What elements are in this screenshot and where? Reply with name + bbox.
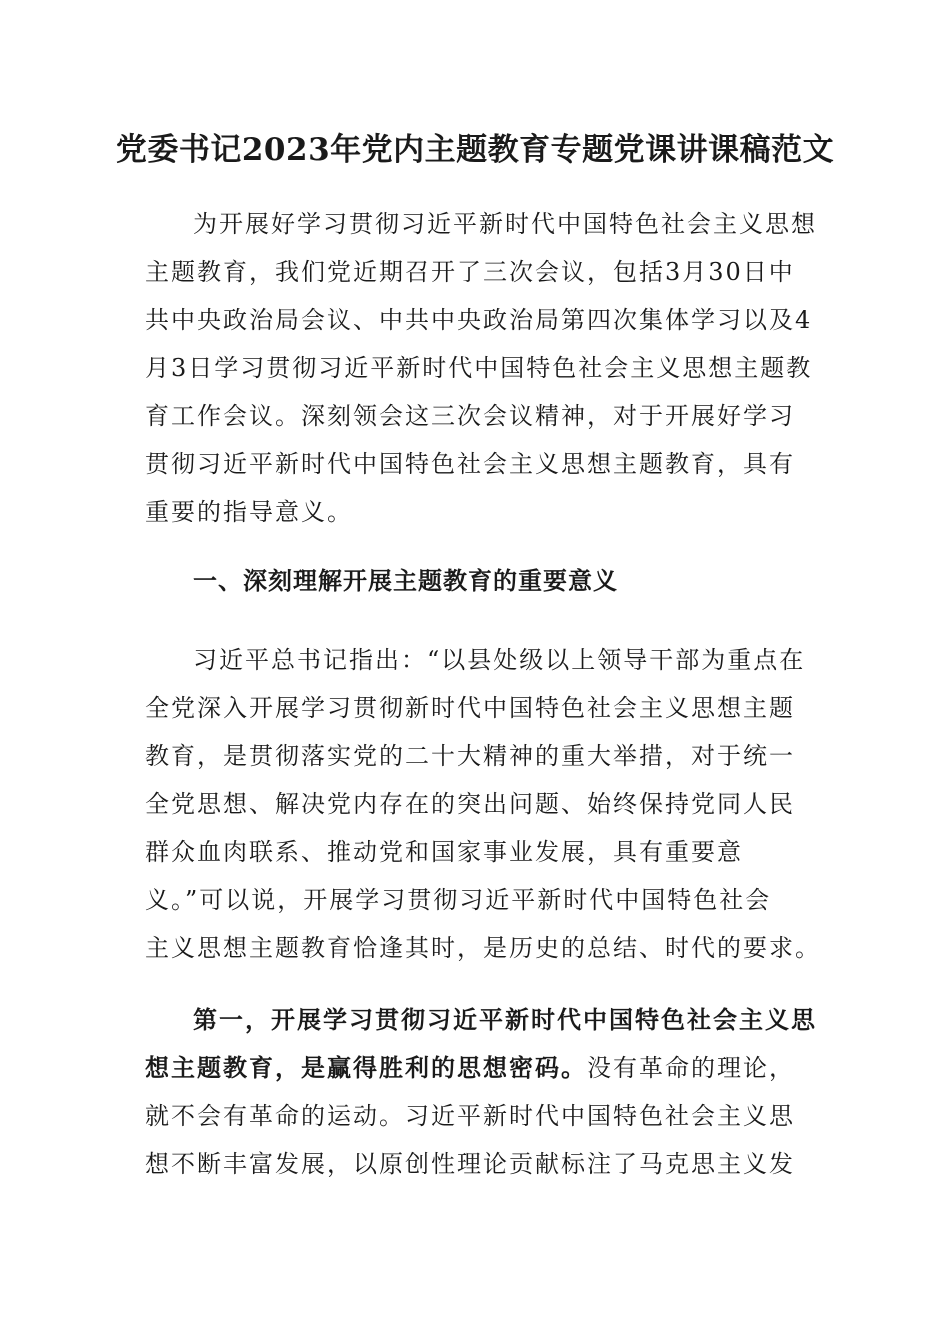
- paragraph-line: 教育，是贯彻落实党的二十大精神的重大举措，对于统一: [145, 742, 795, 770]
- paragraph-line: 贯彻习近平新时代中国特色社会主义思想主题教育，具有: [145, 450, 795, 478]
- bold-lead-text: 想主题教育，是赢得胜利的思想密码。: [145, 1053, 587, 1082]
- plain-text: 没有革命的理论，: [587, 1054, 795, 1082]
- paragraph-line: 育工作会议。深刻领会这三次会议精神，对于开展好学习: [145, 402, 795, 430]
- point-one-paragraph: [145, 996, 825, 1188]
- paragraph-line: 重要的指导意义。: [145, 498, 353, 526]
- paragraph-line: 习近平总书记指出：“以县处级以上领导干部为重点在: [193, 646, 806, 674]
- paragraph-line: 共中央政治局会议、中共中央政治局第四次集体学习以及4: [145, 306, 813, 334]
- paragraph-line: 主题教育，我们党近期召开了三次会议，包括3月30日中: [145, 258, 795, 286]
- paragraph-line: [145, 1044, 825, 1092]
- paragraph-line: 月3日学习贯彻习近平新时代中国特色社会主义思想主题教: [145, 354, 813, 382]
- document-title: 党委书记2023年党内主题教育专题党课讲课稿范文: [115, 132, 835, 168]
- paragraph-line: 全党思想、解决党内存在的突出问题、始终保持党同人民: [145, 790, 795, 818]
- paragraph-line-bold: 第一，开展学习贯彻习近平新时代中国特色社会主义思: [193, 1005, 817, 1034]
- paragraph-line: 主义思想主题教育恰逢其时，是历史的总结、时代的要求。: [145, 934, 821, 962]
- paragraph-line: 就不会有革命的运动。习近平新时代中国特色社会主义思: [145, 1102, 795, 1130]
- intro-paragraph: [145, 200, 825, 536]
- paragraph-line: 义。”可以说，开展学习贯彻习近平新时代中国特色社会: [145, 886, 772, 914]
- paragraph-line: 群众血肉联系、推动党和国家事业发展，具有重要意: [145, 838, 743, 866]
- paragraph-line: 全党深入开展学习贯彻新时代中国特色社会主义思想主题: [145, 694, 795, 722]
- paragraph-line: 为开展好学习贯彻习近平新时代中国特色社会主义思想: [193, 210, 817, 238]
- quote-paragraph: [145, 636, 825, 972]
- paragraph-line: 想不断丰富发展，以原创性理论贡献标注了马克思主义发: [145, 1150, 795, 1178]
- section-heading-text: 一、深刻理解开展主题教育的重要意义: [193, 566, 618, 595]
- section-heading: [145, 557, 825, 605]
